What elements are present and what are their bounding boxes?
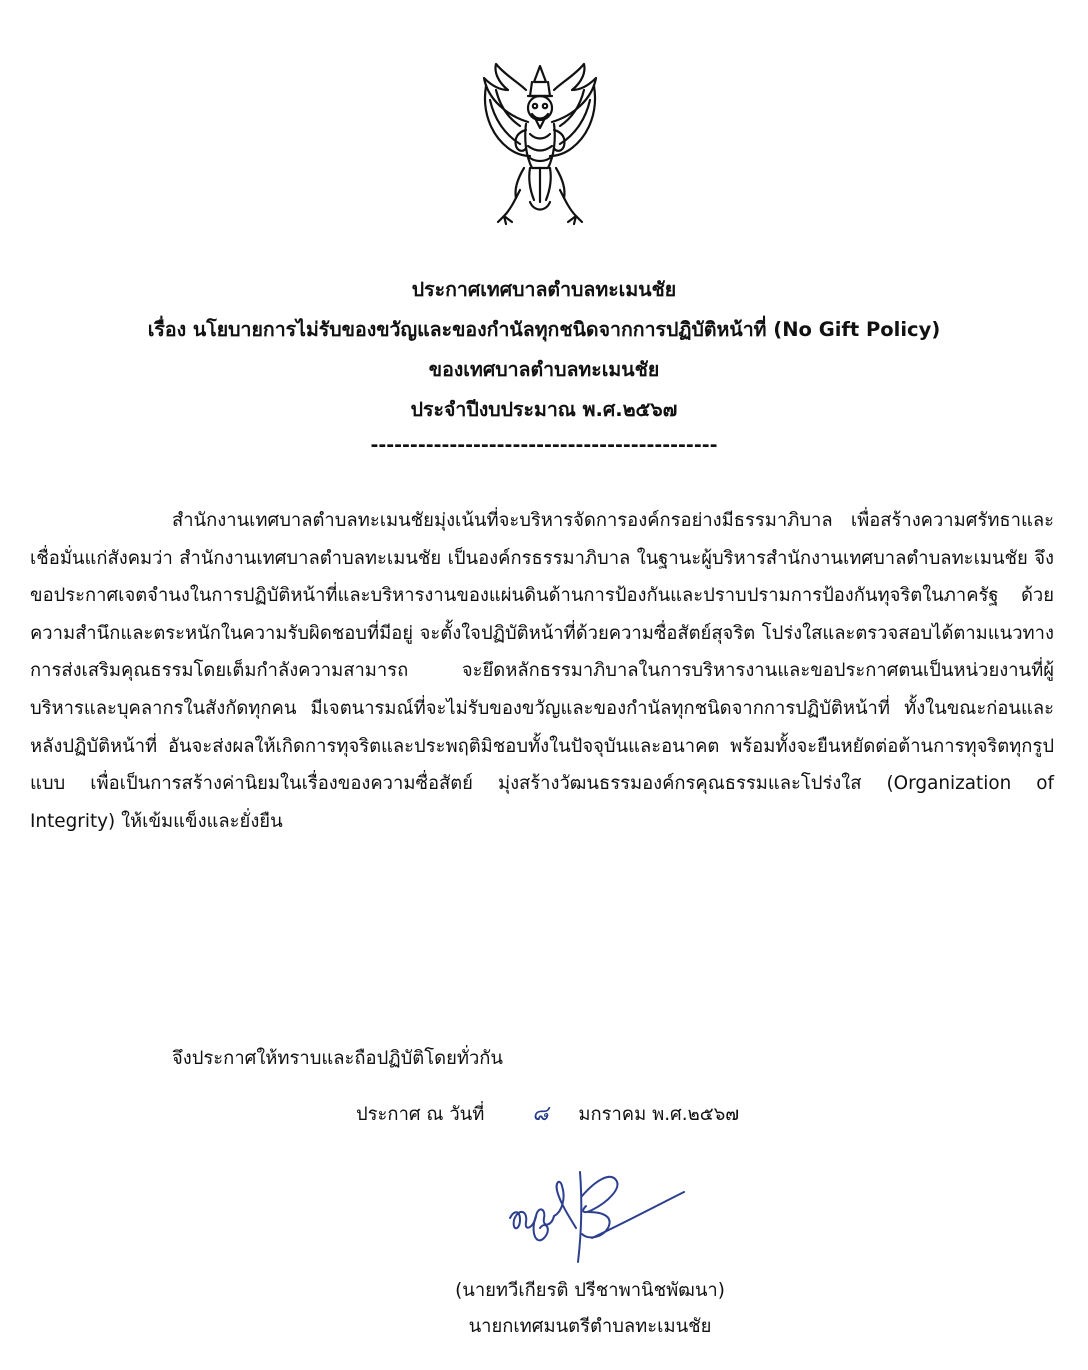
announcement-subject: เรื่อง นโยบายการไม่รับของขวัญและของกำนัลทุกชนิดจากการปฏิบัติหน้าที่ (No Gift Policy): [147, 318, 941, 341]
body-paragraph: สำนักงานเทศบาลตำบลทะเมนชัยมุ่งเน้นที่จะบริหารจัดการองค์กรอย่างมีธรรมาภิบาล เพื่อสร้างความศรัทธาและเชื่อมั่นแก่สังคมว่า สำนักงานเทศบาลตำบลทะเมนชัย เป็นองค์กรธรรมาภิบาล ในฐานะผู้บริหารสำนักงานเทศบาลตำบลทะเมนชัย จึงขอประกาศเจตจำนงในการปฏิบัติหน้าที่และบริหารงานของแผ่นดินด้านการป้องกันและปราบปรามการป้องกันทุจริตในภาครัฐ ด้วยความสำนึกและตระหนักในความรับผิดชอบที่มีอยู่ จะตั้งใจปฏิบัติหน้าที่ด้วยความซื่อสัตย์สุจริต โปร่งใสและตรวจสอบได้ตามแนวทางการส่งเสริมคุณธรรมโดยเต็มกำลังความสามารถ จะยึดหลักธรรมาภิบาลในการบริหารงานและขอประกาศตนเป็นหน่วยงานที่ผู้บริหารและบุคลากรในสังกัดทุกคน มีเจตนารมณ์ที่จะไม่รับของขวัญและของกำนัลทุกชนิดจากการปฏิบัติหน้าที่ ทั้งในขณะก่อนและหลังปฏิบัติหน้าที่ อันจะส่งผลให้เกิดการทุจริตและประพฤติมิชอบทั้งในปัจจุบันและอนาคต พร้อมทั้งจะยืนหยัดต่อต้านการทุจริตทุกรูปแบบ เพื่อเป็นการสร้างค่านิยมในเรื่องของความซื่อสัตย์ มุ่งสร้างวัฒนธรรมองค์กรคุณธรรมและโปร่งใส (Organization of Integrity) ให้เข้มแข็งและยั่งยืน: [30, 510, 1054, 832]
announcement-organization: ของเทศบาลตำบลทะเมนชัย: [428, 358, 660, 381]
signer-position: นายกเทศมนตรีตำบลทะเมนชัย: [468, 1316, 712, 1337]
document-header: [40, 270, 1048, 460]
separator-rule: --------------------------------------------: [370, 434, 718, 456]
handwritten-day: ๘: [532, 1101, 549, 1125]
announcement-closing: จึงประกาศให้ทราบและถือปฏิบัติโดยทั่วกัน: [172, 1048, 503, 1069]
announcement-title: ประกาศเทศบาลตำบลทะเมนชัย: [411, 278, 677, 301]
signer-name: (นายทวีเกียรติ ปรีชาพานิชพัฒนา): [455, 1280, 725, 1301]
handwritten-signature: [496, 1158, 696, 1270]
announcement-fiscal-year: ประจำปีงบประมาณ พ.ศ.๒๕๖๗: [410, 398, 678, 421]
announcement-date: [356, 1098, 739, 1130]
date-prefix: ประกาศ ณ วันที่: [356, 1104, 485, 1125]
date-month-year: มกราคม พ.ศ.๒๕๖๗: [578, 1104, 740, 1125]
garuda-emblem-icon: [474, 60, 606, 232]
